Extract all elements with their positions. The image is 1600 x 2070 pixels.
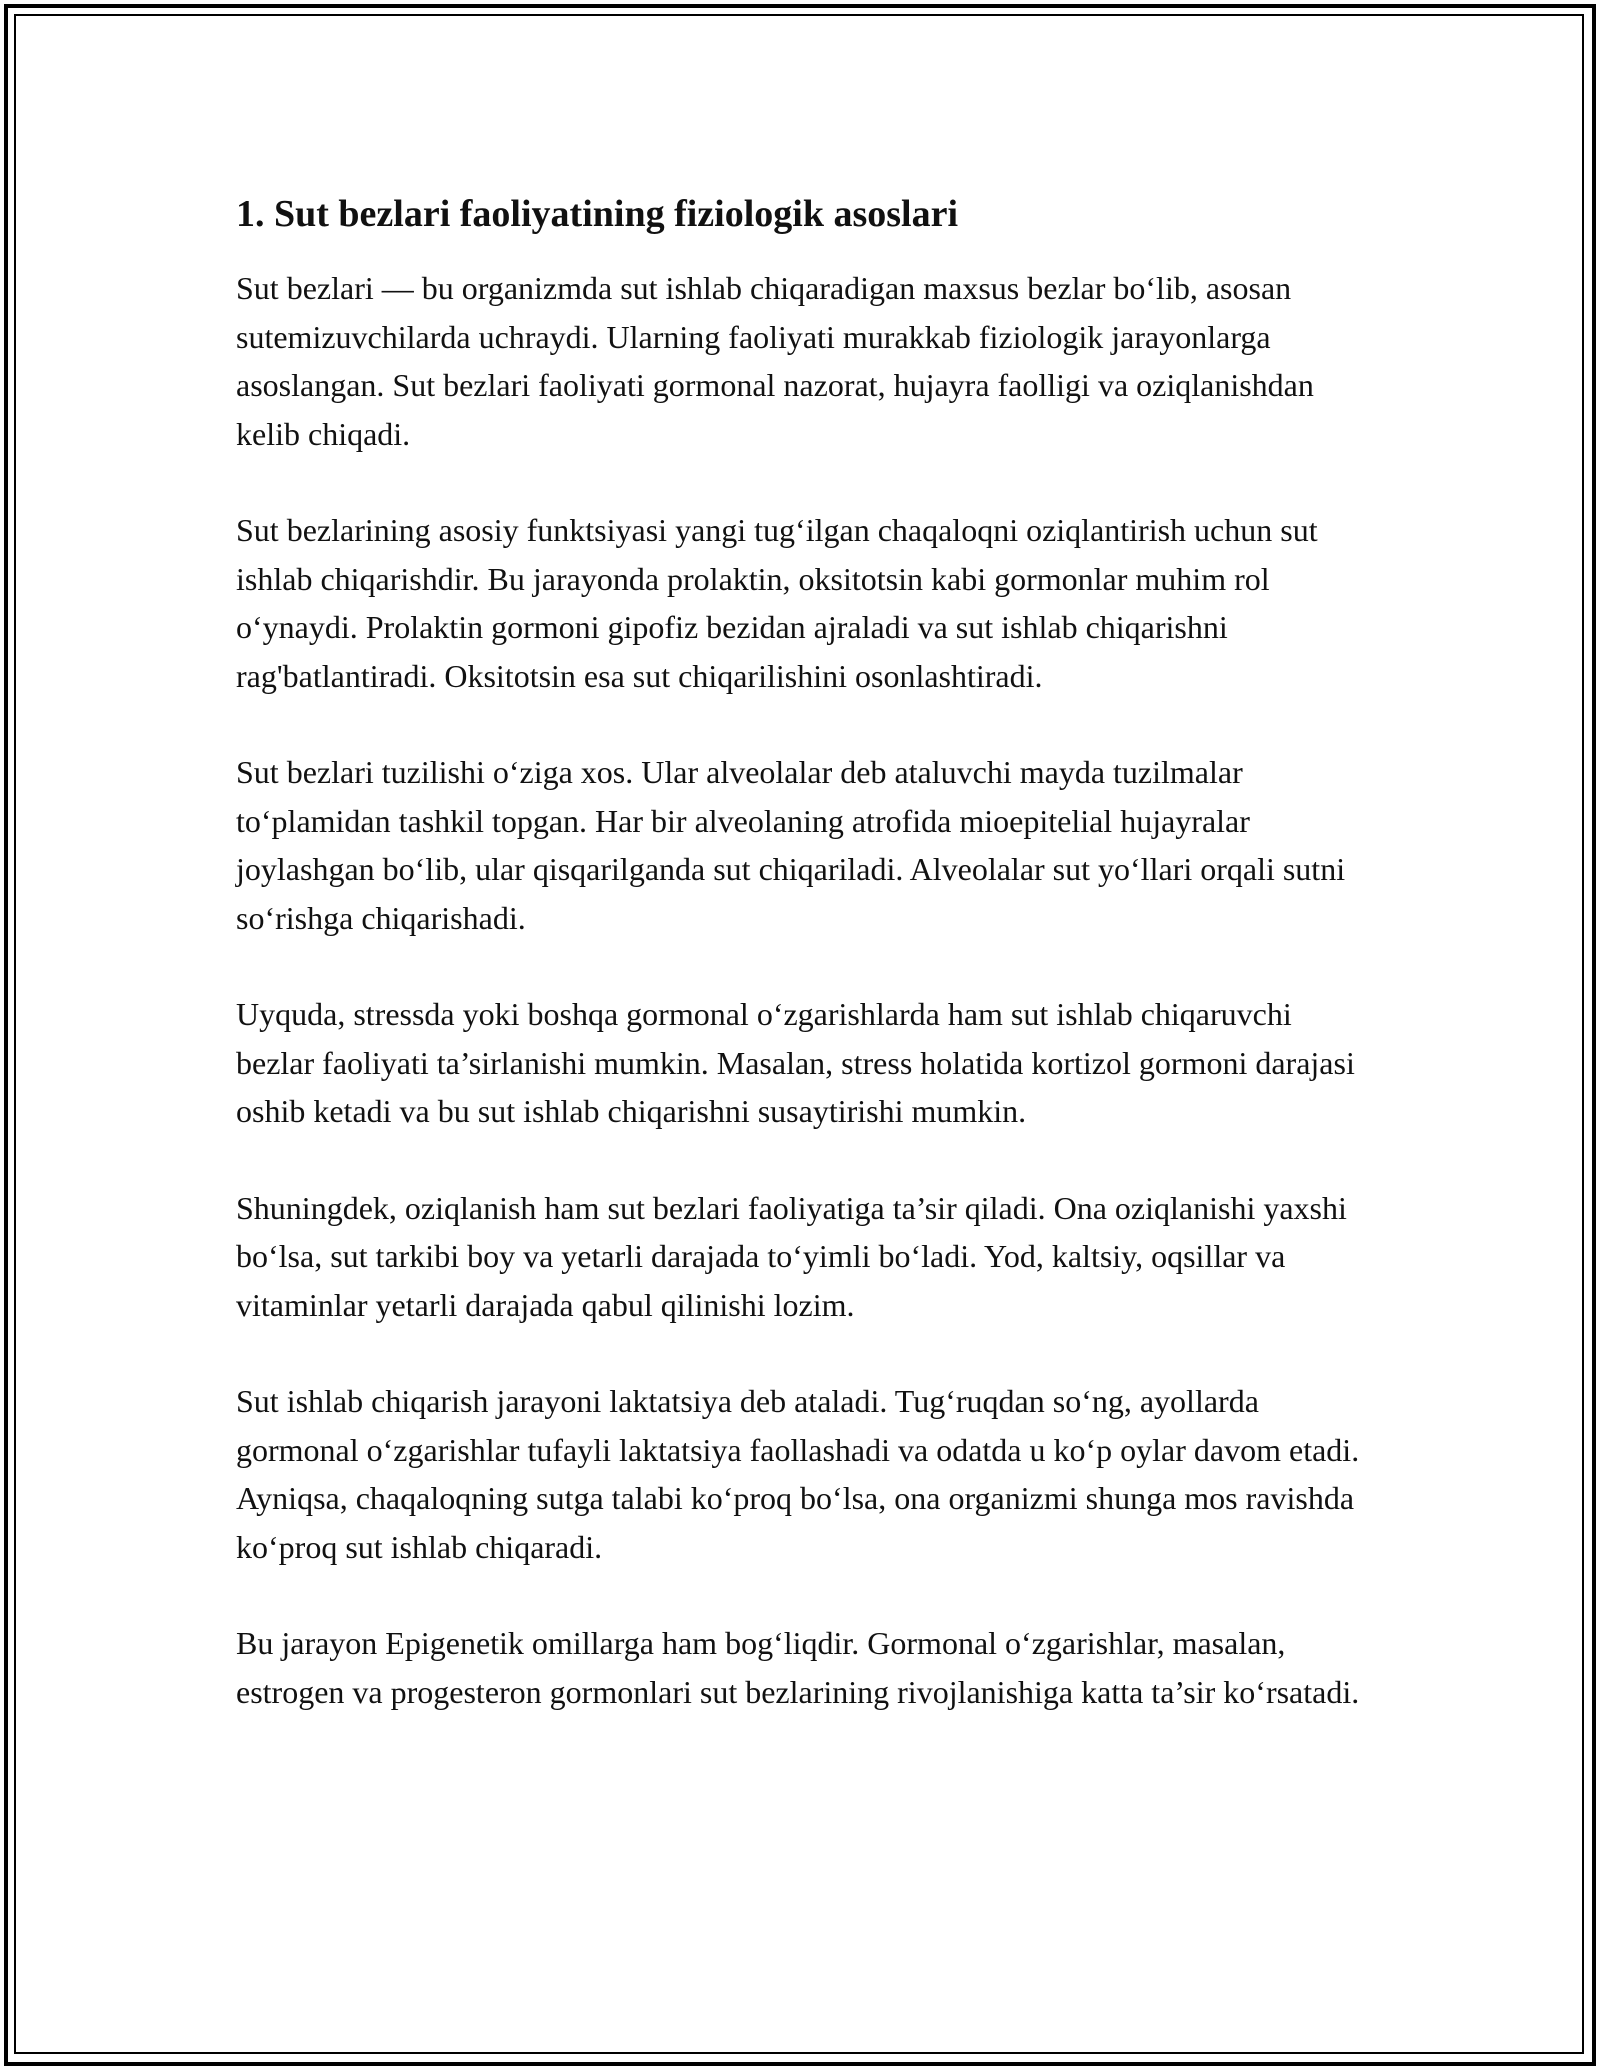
paragraph: Sut bezlari — bu organizmda sut ishlab chiqaradigan maxsus bezlar bo‘lib, asosan sutemizuvchilarda uchraydi. Ularning faoliyati murakkab fiziologik jarayonlarga asoslangan. Sut bezlari faoliyati gormonal nazorat, hujayra faolligi va oziqlanishdan kelib chiqadi. [236,270,1314,452]
document-body [236,186,1376,1716]
paragraph: Bu jarayon Epigenetik omillarga ham bog‘liqdir. Gormonal o‘zgarishlar, masalan, estrogen va progesteron gormonlari sut bezlarining rivojlanishiga katta ta’sir ko‘rsatadi. [236,1625,1360,1710]
section-heading: 1. Sut bezlari faoliyatining fiziologik asoslari [236,193,959,235]
paragraph: Sut bezlarining asosiy funktsiyasi yangi tug‘ilgan chaqaloqni oziqlantirish uchun sut ishlab chiqarishdir. Bu jarayonda prolaktin, oksitotsin kabi gormonlar muhim rol o‘ynaydi. Prolaktin gormoni gipofiz bezidan ajraladi va sut ishlab chiqarishni rag'batlantiradi. Oksitotsin esa sut chiqarilishini osonlashtiradi. [236,512,1318,694]
paragraph: Shuningdek, oziqlanish ham sut bezlari faoliyatiga ta’sir qiladi. Ona oziqlanishi yaxshi bo‘lsa, sut tarkibi boy va yetarli darajada to‘yimli bo‘ladi. Yod, kaltsiy, oqsillar va vitaminlar yetarli darajada qabul qilinishi lozim. [236,1189,1347,1323]
paragraph: Sut bezlari tuzilishi o‘ziga xos. Ular alveolalar deb ataluvchi mayda tuzilmalar to‘plamidan tashkil topgan. Har bir alveolaning atrofida mioepitelial hujayralar joylashgan bo‘lib, ular qisqarilganda sut chiqariladi. Alveolalar sut yo‘llari orqali sutni so‘rishga chiqarishadi. [236,754,1346,936]
paragraph: Sut ishlab chiqarish jarayoni laktatsiya deb ataladi. Tug‘ruqdan so‘ng, ayollarda gormonal o‘zgarishlar tufayli laktatsiya faollashadi va odatda u ko‘p oylar davom etadi. Ayniqsa, chaqaloqning sutga talabi ko‘proq bo‘lsa, ona organizmi shunga mos ravishda ko‘proq sut ishlab chiqaradi. [236,1383,1360,1565]
paragraph: Uyquda, stressda yoki boshqa gormonal o‘zgarishlarda ham sut ishlab chiqaruvchi bezlar faoliyati ta’sirlanishi mumkin. Masalan, stress holatida kortizol gormoni darajasi oshib ketadi va bu sut ishlab chiqarishni susaytirishi mumkin. [236,996,1355,1129]
